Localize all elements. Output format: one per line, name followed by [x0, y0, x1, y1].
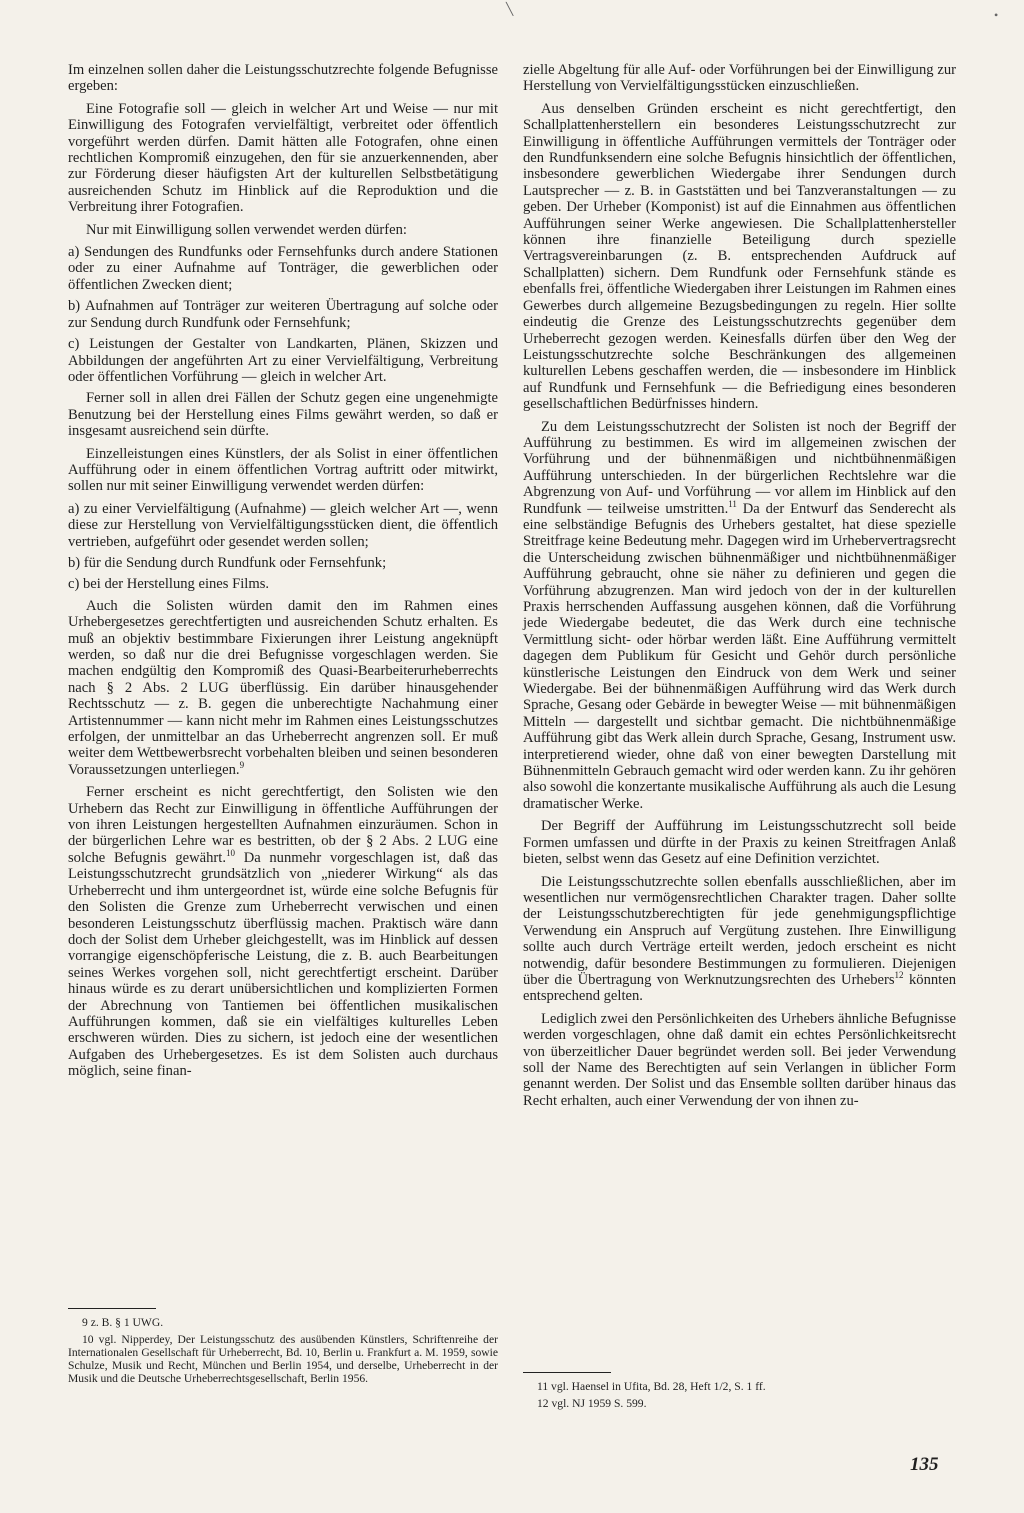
list-item: a) zu einer Vervielfältigung (Aufnahme) — gleich welcher Art —, wenn diese zur Herstellung von Vervielfältigungsstücken dient, die öffentlich vertrieben, aufgeführt oder gesendet werden sollen;	[68, 500, 498, 550]
right-column	[523, 62, 956, 1115]
paragraph: Nur mit Einwilligung sollen verwendet werden dürfen:	[86, 221, 407, 238]
list-item: b) Aufnahmen auf Tonträger zur weiteren Übertragung auf solche oder zur Sendung durch Rundfunk oder Fernsehfunk;	[68, 298, 498, 331]
footnote: 9 z. B. § 1 UWG.	[82, 1316, 164, 1329]
footnote-ref: 9	[239, 759, 245, 770]
paragraph	[68, 784, 498, 1079]
paragraph-text: Da der Entwurf das Senderecht als eine selbständige Befugnis des Urhebers gestaltet, hat diese spezielle Streitfrage keine Bedeutung mehr. Dagegen wird im Urhebervertragsrecht die Unterscheidung zwischen bühnenmäßiger und nichtbühnenmäßiger Aufführung gebraucht, ohne sie näher zu definieren und gegen die Vorführung abzugrenzen. Man wird jedoch von der in der kulturellen Praxis herrschenden Auffassung ausgehen können, daß die Vorführung jede Wiedergabe bedeutet, die das Werk durch eine technische Vermittlung sicht- oder hörbar werden läßt. Eine Aufführung vermittelt dagegen dem Publikum für Gesicht und Gehör durch persönliche künstlerische Leistungen den Eindruck von dem Werk und seiner Wiedergabe. Bei der bühnenmäßigen Aufführung wird das Werk durch Sprache, Gesang oder Gebärde in bewegter Weise — mit bühnenmäßigen Mitteln — dargestellt und sichtbar gemacht. Die nichtbühnenmäßige Aufführung gibt das Werk allein durch Sprache, Gesang, Instrument usw. interpretierend wieder, ohne daß von einer bewegten Darstellung mit Bühnenmitteln Gebrauch gemacht wird oder werden kann. Zu ihr gehören also sowohl die konzertante musikalische Aufführung als auch die Lesung dramatischer Werke.	[523, 500, 956, 812]
footnote-divider	[68, 1308, 156, 1309]
paragraph-text: Da nunmehr vorgeschlagen ist, daß das Leistungsschutzrecht grundsätzlich von „niederer Wirkung“ als das Urheberrecht und ihm untergeordnet ist, würde eine solche Befugnis für den Solisten die Grenze zum Urheberrecht verwischen und einen besonderen Leistungsschutz überflüssig machen. Praktisch wäre dann doch der Solist dem Urheber gleichgestellt, was im Hinblick auf dessen vorrangige eigenschöpferische Leistung, die z. B. auch Bearbeitungen seines Werkes vorgehen soll, nicht gerechtfertigt erscheint. Darüber hinaus würde es zu derart unübersichtlichen und komplizierten Formen der Abrechnung von Tantiemen bei öffentlichen musikalischen Aufführungen kommen, daß sie ein vielfältiges kulturelles Leben erschweren würden. Dies zu sichern, ist jedoch eine der wesentlichen Aufgaben des Urhebergesetzes. Es ist dem Solisten auch durchaus möglich, seine finan-	[68, 849, 498, 1080]
paragraph-text: Ferner erscheint es nicht gerechtfertigt, den Solisten wie den Urhebern das Recht zur Einwilligung in öffentliche Aufführungen der von ihren Leistungen hergestellten Aufnahmen einzuräumen. Schon in der bürgerlichen Lehre war es bestritten, ob der § 2 Abs. 2 LUG eine solche Befugnis gewährt.	[68, 784, 498, 866]
paragraph: Ferner soll in allen drei Fällen der Schutz gegen eine ungenehmigte Benutzung bei der Herstellung eines Films gewährt werden, so daß er insgesamt ausreichend sein dürfte.	[68, 390, 498, 440]
paragraph: Lediglich zwei den Persönlichkeiten des Urhebers ähnliche Befugnisse werden vorgeschlagen, ohne daß damit ein echtes Persönlichkeitsrecht von überzeitlicher Dauer begründet werden soll. Bei jeder Verwendung soll der Name des Berechtigten auf sein Verlangen in üblicher Form genannt werden. Der Solist und das Ensemble sollten darüber hinaus das Recht erhalten, auch einer Verwendung der von ihnen zu-	[523, 1010, 956, 1109]
footnote-divider	[523, 1372, 611, 1373]
paragraph: Der Begriff der Aufführung im Leistungsschutzrecht soll beide Formen umfassen und dürfte in der Praxis zu keinen Streitfragen Anlaß bieten, selbst wenn das Gesetz auf eine Definition verzichtet.	[523, 818, 956, 868]
paragraph-text: Auch die Solisten würden damit den im Rahmen eines Urhebergesetzes gerechtfertigten und ausreichenden Schutz erhalten. Es muß an objektiv bestimmbare Fixierungen ihrer Leistung angeknüpft werden, so daß nur die drei Befugnisse vorgeschlagen werden. Sie machen endgültig den Kompromiß des Quasi-Bearbeiterurheberrechts nach § 2 Abs. 2 LUG überflüssig. Ein darüber hinausgehender Rechtsschutz — z. B. gegen die unberechtigte Nachahmung einer Artistennummer — kann nicht mehr im Rahmen eines Leistungsschutzes erfolgen, der unmittelbar an das Urheberrecht angrenzen soll. Er muß weiter dem Wettbewerbsrecht vorbehalten bleiben und seinen besonderen Voraussetzungen unterliegen.	[68, 597, 498, 778]
page-number: 135	[910, 1454, 939, 1475]
list-item: c) bei der Herstellung eines Films.	[68, 576, 270, 593]
paragraph: zielle Abgeltung für alle Auf- oder Vorführungen bei der Einwilligung zur Herstellung von Vervielfältigungsstücken einzuschließen.	[523, 62, 956, 95]
list-item: b) für die Sendung durch Rundfunk oder Fernsehfunk;	[68, 554, 387, 571]
footnote: 12 vgl. NJ 1959 S. 599.	[537, 1397, 647, 1410]
footnote: 10 vgl. Nipperdey, Der Leistungsschutz des ausübenden Künstlers, Schriftenreihe der Internationalen Gesellschaft für Urheberrecht, Bd. 10, Berlin u. Frankfurt a. M. 1959, sowie Schulze, Musik und Recht, München und Berlin 1954, und derselbe, Urheberrecht in der Musik und die Deutsche Urheberrechtsgesellschaft, Berlin 1956.	[68, 1333, 498, 1385]
paragraph: Eine Fotografie soll — gleich in welcher Art und Weise — nur mit Einwilligung des Fotografen vervielfältigt, verbreitet oder öffentlich vorgeführt werden dürfen. Damit hätten alle Fotografen, ohne einen rechtlichen Kompromiß einzugehen, den für sie anzuerkennenden, aber zur Förderung dieser häufigsten Art der kulturellen Selbstbetätigung ausreichenden Schutz im Hinblick auf die Reproduktion und die Verbreitung ihrer Fotografien.	[68, 100, 498, 216]
paragraph: Einzelleistungen eines Künstlers, der als Solist in einer öffentlichen Aufführung oder in einem öffentlichen Vortrag auftritt oder mitwirkt, sollen nur mit seiner Einwilligung verwendet werden dürfen:	[68, 445, 498, 495]
footnote-ref: 10	[226, 848, 235, 859]
scan-mark: •	[994, 8, 999, 22]
paragraph	[68, 598, 498, 778]
paragraph-text: könnten entsprechend gelten.	[523, 971, 956, 1005]
paragraph-text: Zu dem Leistungsschutzrecht der Solisten ist noch der Begriff der Aufführung zu bestimmen. Es wird im allgemeinen zwischen der Vorführung und der bühnenmäßigen und nichtbühnenmäßigen Aufführung unterschieden. In der bürgerlichen Rechtslehre war die Abgrenzung von Auf- und Vorführung — vor allem im Hinblick auf den Rundfunk — teilweise umstritten.	[523, 418, 956, 517]
paragraph: Aus denselben Gründen erscheint es nicht gerechtfertigt, den Schallplattenherstellern ein besonderes Leistungsschutzrecht zur Einwilligung in öffentliche Aufführungen vermittels der Tonträger oder den Rundfunksendern eine solche Befugnis hinsichtlich der öffentlichen, insbesondere gewerblichen Wiedergabe ihrer Sendungen durch Lautsprecher — z. B. in Gaststätten und bei Tanzveranstaltungen — zu geben. Der Urheber (Komponist) ist auf die Einnahmen aus öffentlichen Aufführungen seiner Werke angewiesen. Die Schallplattenhersteller können ihre finanzielle Beteiligung durch spezielle Vertragsvereinbarungen (z. B. entsprechenden Aufdruck auf Schallplatten) sichern. Dem Rundfunk oder Fernsehfunk stände es ebenfalls frei, öffentliche Wiedergaben ihrer Leistungen im Rahmen eines Gewerbes durch allgemeine Bezugsbedingungen zu regeln. Hier sollte eindeutig die Grenze des Leistungsschutzrechts gegenüber dem Urheberrecht gezogen werden. Keinesfalls dürfen über den Weg der Leistungsschutzrechte solche Beschränkungen des allgemeinen kulturellen Lebens geschaffen werden, die — insbesondere im Hinblick auf Rundfunk und Fernsehfunk — die Befriedigung eines besonderen gesellschaftlichen Bedürfnisses hindern.	[523, 100, 956, 413]
left-footnotes	[68, 1316, 498, 1389]
list-item: c) Leistungen der Gestalter von Landkarten, Plänen, Skizzen und Abbildungen der angeführten Art zu einer Vervielfältigung, Verbreitung oder öffentlichen Vorführung — gleich in welcher Art.	[68, 336, 498, 385]
paragraph	[523, 419, 956, 813]
paragraph-text: Die Leistungsschutzrechte sollen ebenfalls ausschließlichen, aber im wesentlichen nur vermögensrechtlichen Charakter tragen. Daher sollte der Leistungsschutzberechtigten für jede genehmigungspflichtige Verwendung ein Anspruch auf Vergütung zustehen. Ihre Einwilligung sollte auch durch Verträge erteilt werden, jedoch erscheint es nicht notwendig, dafür besondere Bestimmungen zu formulieren. Diejenigen über die Übertragung von Werknutzungsrechten des Urhebers	[523, 873, 956, 988]
footnote-ref: 12	[894, 970, 904, 981]
paragraph: Im einzelnen sollen daher die Leistungsschutzrechte folgende Befugnisse ergeben:	[68, 62, 498, 95]
footnote: 11 vgl. Haensel in Ufita, Bd. 28, Heft 1/2, S. 1 ff.	[537, 1380, 766, 1393]
paragraph	[523, 874, 956, 1005]
right-footnotes	[523, 1380, 956, 1414]
list-item: a) Sendungen des Rundfunks oder Fernsehfunks durch andere Stationen oder zu einer Aufnahme auf Tonträger, die gewerblichen oder öffentlichen Zwecken dient;	[68, 244, 498, 293]
left-column	[68, 62, 498, 1086]
footnote-ref: 11	[728, 498, 737, 509]
scan-mark: ╲	[506, 2, 514, 16]
